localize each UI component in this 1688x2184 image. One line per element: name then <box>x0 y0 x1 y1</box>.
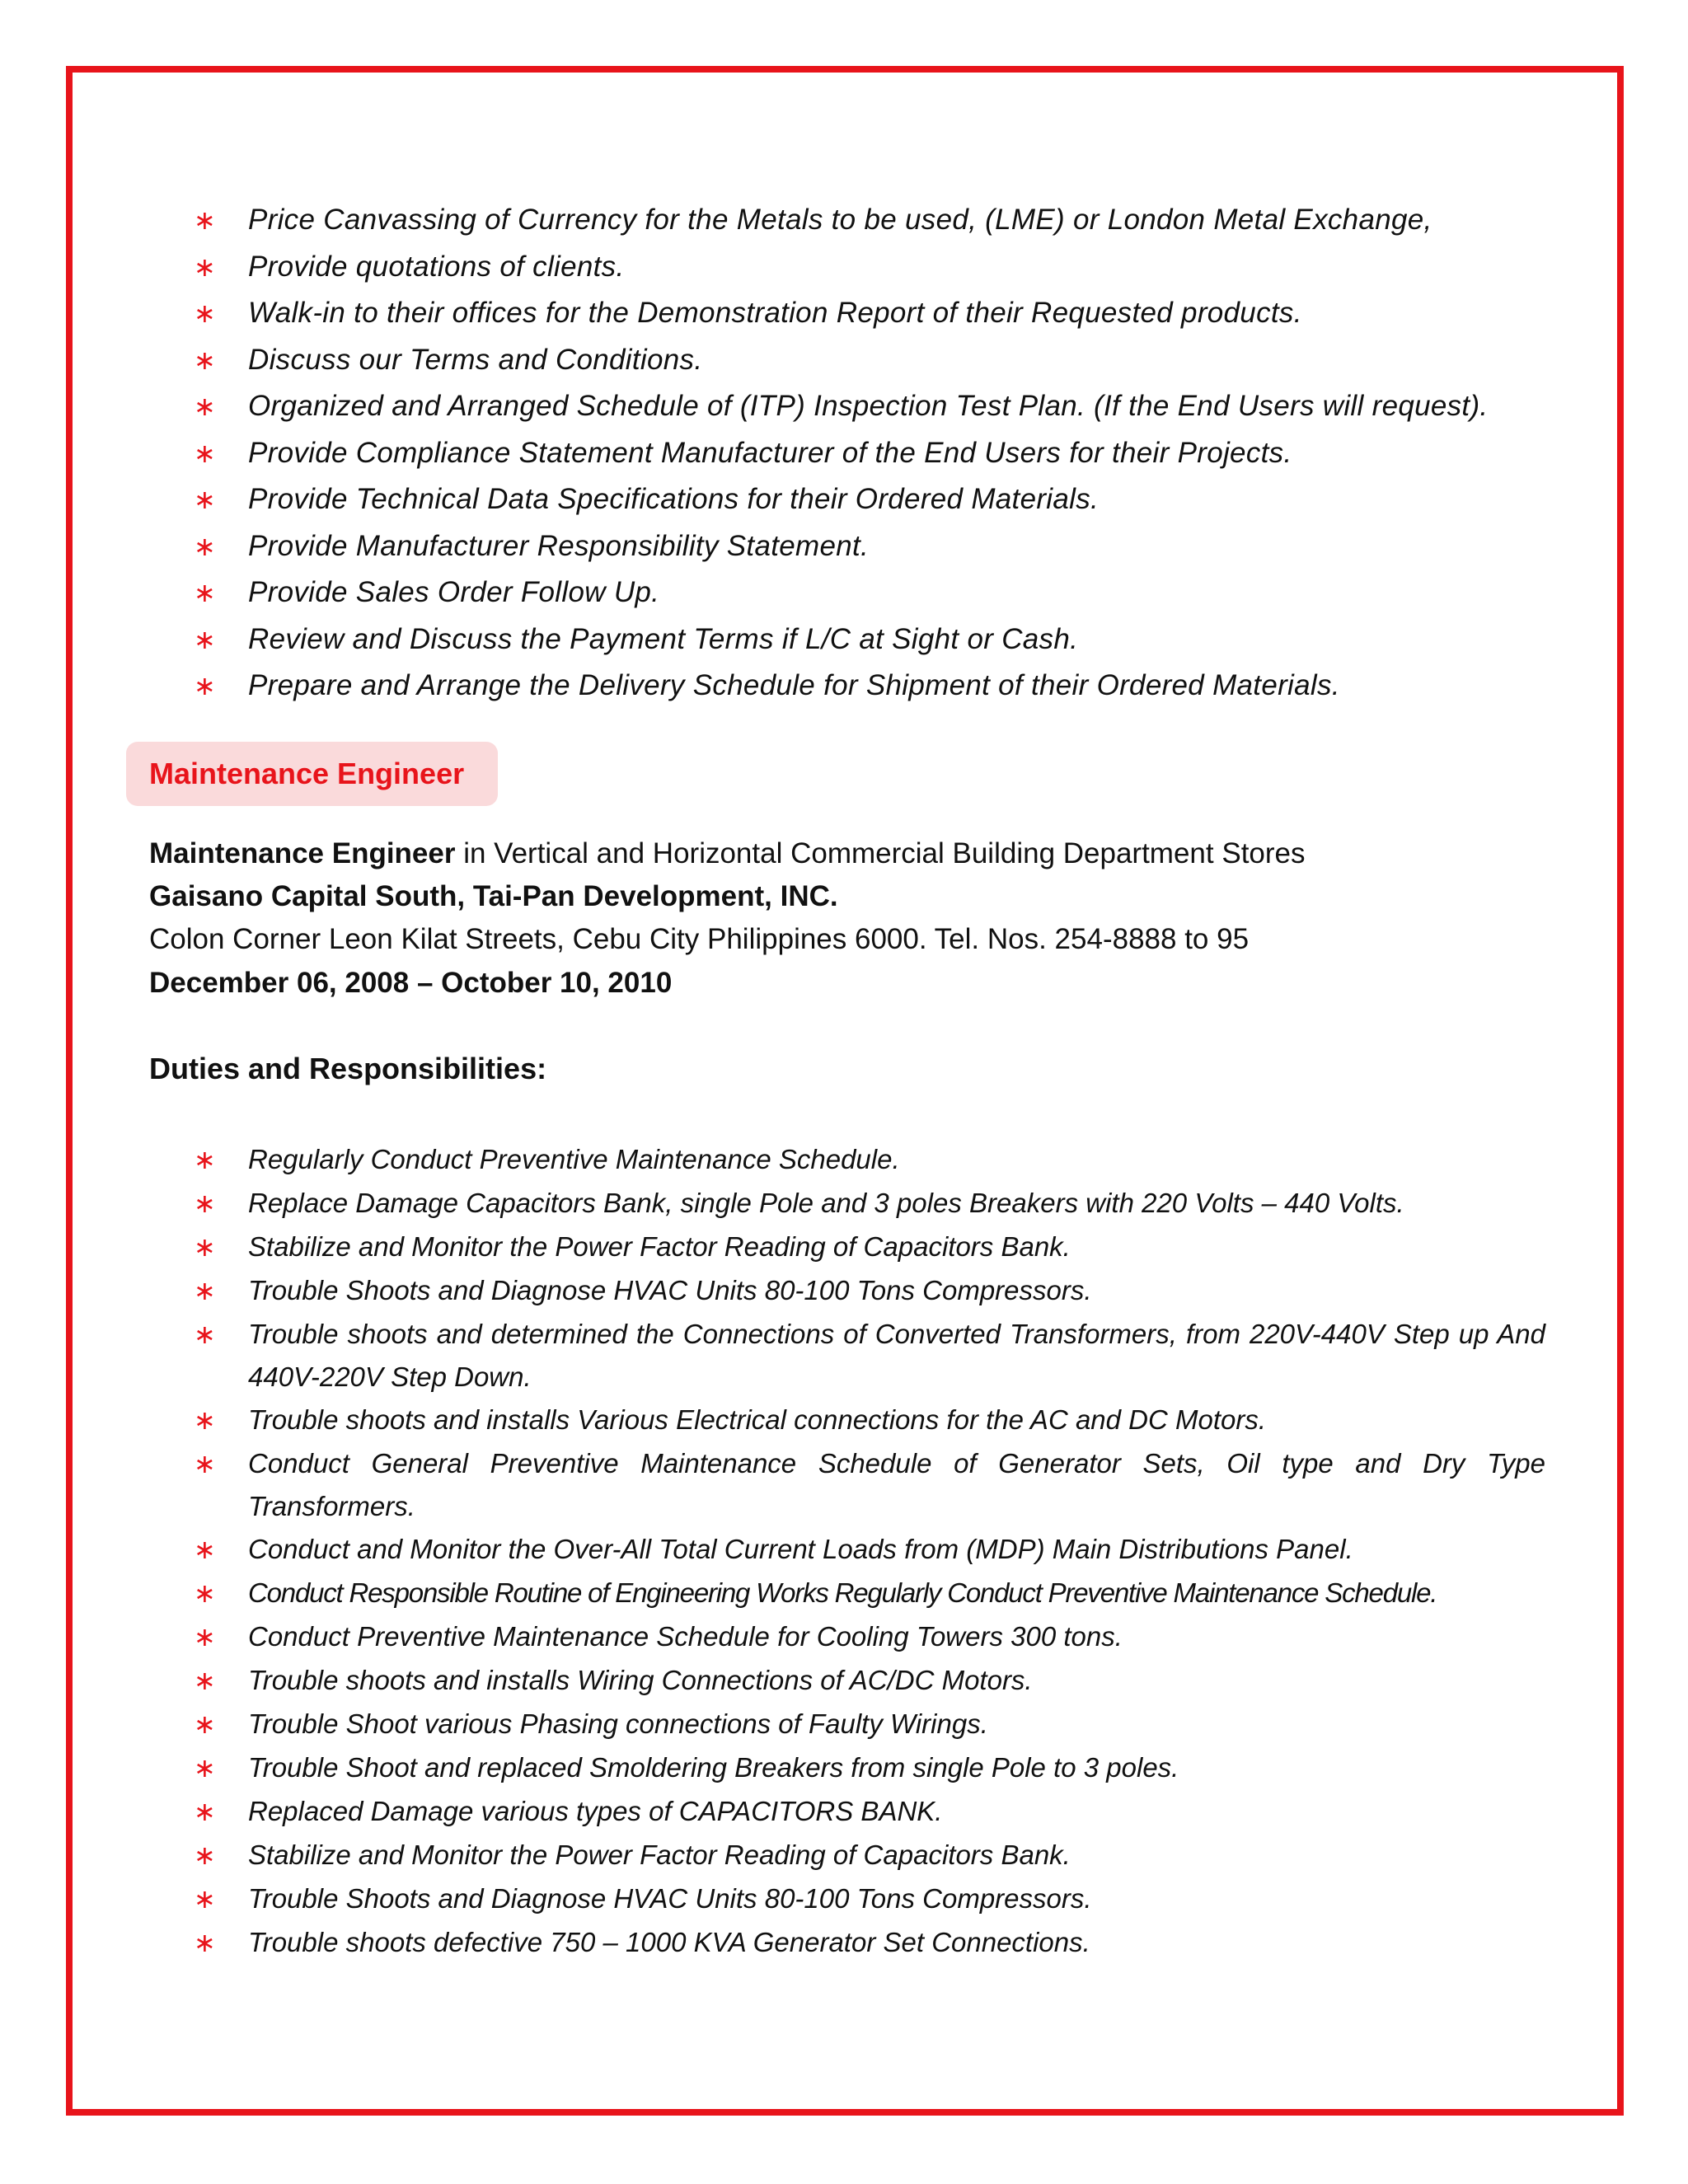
list-item: ∗ Conduct Responsible Routine of Engineering Works Regularly Conduct Preventive Maintenance Schedule. <box>194 1572 1545 1615</box>
list-item: ∗ Prepare and Arrange the Delivery Schedule for Shipment of their Ordered Materials. <box>194 666 1545 713</box>
list-item: ∗ Conduct General Preventive Maintenance Schedule of Generator Sets, Oil type and Dry Type Transformers. <box>194 1442 1545 1528</box>
job-title-line <box>149 837 1306 870</box>
list-item: ∗ Walk-in to their offices for the Demonstration Report of their Requested products. <box>194 293 1545 340</box>
employment-dates: December 06, 2008 – October 10, 2010 <box>149 967 673 999</box>
bullet-star-icon: ∗ <box>194 251 217 282</box>
bullet-star-icon: ∗ <box>194 1319 216 1349</box>
bullet-star-icon: ∗ <box>194 1709 216 1739</box>
bullet-star-icon: ∗ <box>194 671 217 701</box>
list-item: ∗ Provide quotations of clients. <box>194 247 1545 294</box>
list-item: ∗ Conduct Preventive Maintenance Schedule for Cooling Towers 300 tons. <box>194 1615 1545 1659</box>
list-item: ∗ Trouble Shoots and Diagnose HVAC Units 80-100 Tons Compressors. <box>194 1269 1545 1313</box>
list-item: ∗ Review and Discuss the Payment Terms if L/C at Sight or Cash. <box>194 620 1545 667</box>
bullet-star-icon: ∗ <box>194 1188 216 1218</box>
list-item: ∗ Regularly Conduct Preventive Maintenance Schedule. <box>194 1138 1545 1182</box>
list-item: ∗ Trouble shoots and installs Wiring Connections of AC/DC Motors. <box>194 1659 1545 1703</box>
job-title: Maintenance Engineer <box>149 837 456 869</box>
list-item: ∗ Provide Sales Order Follow Up. <box>194 573 1545 620</box>
bullet-star-icon: ∗ <box>194 531 217 561</box>
bullet-star-icon: ∗ <box>194 1840 216 1870</box>
bullet-star-icon: ∗ <box>194 1145 216 1174</box>
list-item: ∗ Price Canvassing of Currency for the Metals to be used, (LME) or London Metal Exchange, <box>194 200 1545 247</box>
list-item: ∗ Stabilize and Monitor the Power Factor Reading of Capacitors Bank. <box>194 1226 1545 1269</box>
list-item: ∗ Trouble Shoots and Diagnose HVAC Units 80-100 Tons Compressors. <box>194 1877 1545 1921</box>
bullet-star-icon: ∗ <box>194 1622 216 1652</box>
bullet-star-icon: ∗ <box>194 1276 216 1305</box>
bullet-star-icon: ∗ <box>194 1578 216 1608</box>
company-name: Gaisano Capital South, Tai-Pan Development, INC. <box>149 880 838 912</box>
bullet-star-icon: ∗ <box>194 578 217 607</box>
bullet-star-icon: ∗ <box>194 438 217 468</box>
bullet-star-icon: ∗ <box>194 205 217 235</box>
bullet-star-icon: ∗ <box>194 1449 216 1479</box>
bullet-star-icon: ∗ <box>194 624 217 654</box>
bullet-star-icon: ∗ <box>194 1928 216 1957</box>
list-item: ∗ Replaced Damage various types of CAPACITORS BANK. <box>194 1790 1545 1834</box>
bullet-star-icon: ∗ <box>194 1535 216 1564</box>
list-item: ∗ Discuss our Terms and Conditions. <box>194 340 1545 387</box>
maintenance-duties-list <box>194 1138 1545 1965</box>
list-item: ∗ Trouble shoots and installs Various Electrical connections for the AC and DC Motors. <box>194 1399 1545 1442</box>
bullet-star-icon: ∗ <box>194 485 217 514</box>
list-item: ∗ Trouble Shoot and replaced Smoldering Breakers from single Pole to 3 poles. <box>194 1746 1545 1790</box>
list-item: ∗ Provide Compliance Statement Manufacturer of the End Users for their Projects. <box>194 434 1545 480</box>
sales-duties-list <box>194 200 1545 713</box>
bullet-star-icon: ∗ <box>194 1232 216 1262</box>
bullet-star-icon: ∗ <box>194 298 217 328</box>
bullet-star-icon: ∗ <box>194 1884 216 1914</box>
bullet-star-icon: ∗ <box>194 1666 216 1695</box>
bullet-star-icon: ∗ <box>194 1753 216 1783</box>
bullet-star-icon: ∗ <box>194 344 217 375</box>
list-item: ∗ Provide Manufacturer Responsibility Statement. <box>194 527 1545 574</box>
list-item: ∗ Trouble shoots and determined the Connections of Converted Transformers, from 220V-440V Step up And 440V-220V Step Down. <box>194 1313 1545 1399</box>
list-item: ∗ Organized and Arranged Schedule of (ITP) Inspection Test Plan. (If the End Users will request). <box>194 387 1545 434</box>
list-item: ∗ Replace Damage Capacitors Bank, single Pole and 3 poles Breakers with 220 Volts – 440 Volts. <box>194 1182 1545 1226</box>
duties-heading: Duties and Responsibilities: <box>149 1052 547 1085</box>
job-description: in Vertical and Horizontal Commercial Building Department Stores <box>455 837 1306 869</box>
bullet-star-icon: ∗ <box>194 391 217 421</box>
bullet-star-icon: ∗ <box>194 1797 216 1826</box>
section-heading-badge: Maintenance Engineer <box>126 742 498 806</box>
company-address: Colon Corner Leon Kilat Streets, Cebu City Philippines 6000. Tel. Nos. 254-8888 to 95 <box>149 923 1250 955</box>
bullet-star-icon: ∗ <box>194 1405 216 1435</box>
list-item: ∗ Trouble Shoot various Phasing connections of Faulty Wirings. <box>194 1703 1545 1746</box>
list-item: ∗ Trouble shoots defective 750 – 1000 KVA Generator Set Connections. <box>194 1921 1545 1965</box>
list-item: ∗ Provide Technical Data Specifications for their Ordered Materials. <box>194 480 1545 527</box>
list-item: ∗ Conduct and Monitor the Over-All Total Current Loads from (MDP) Main Distributions Panel. <box>194 1528 1545 1572</box>
list-item: ∗ Stabilize and Monitor the Power Factor Reading of Capacitors Bank. <box>194 1834 1545 1877</box>
